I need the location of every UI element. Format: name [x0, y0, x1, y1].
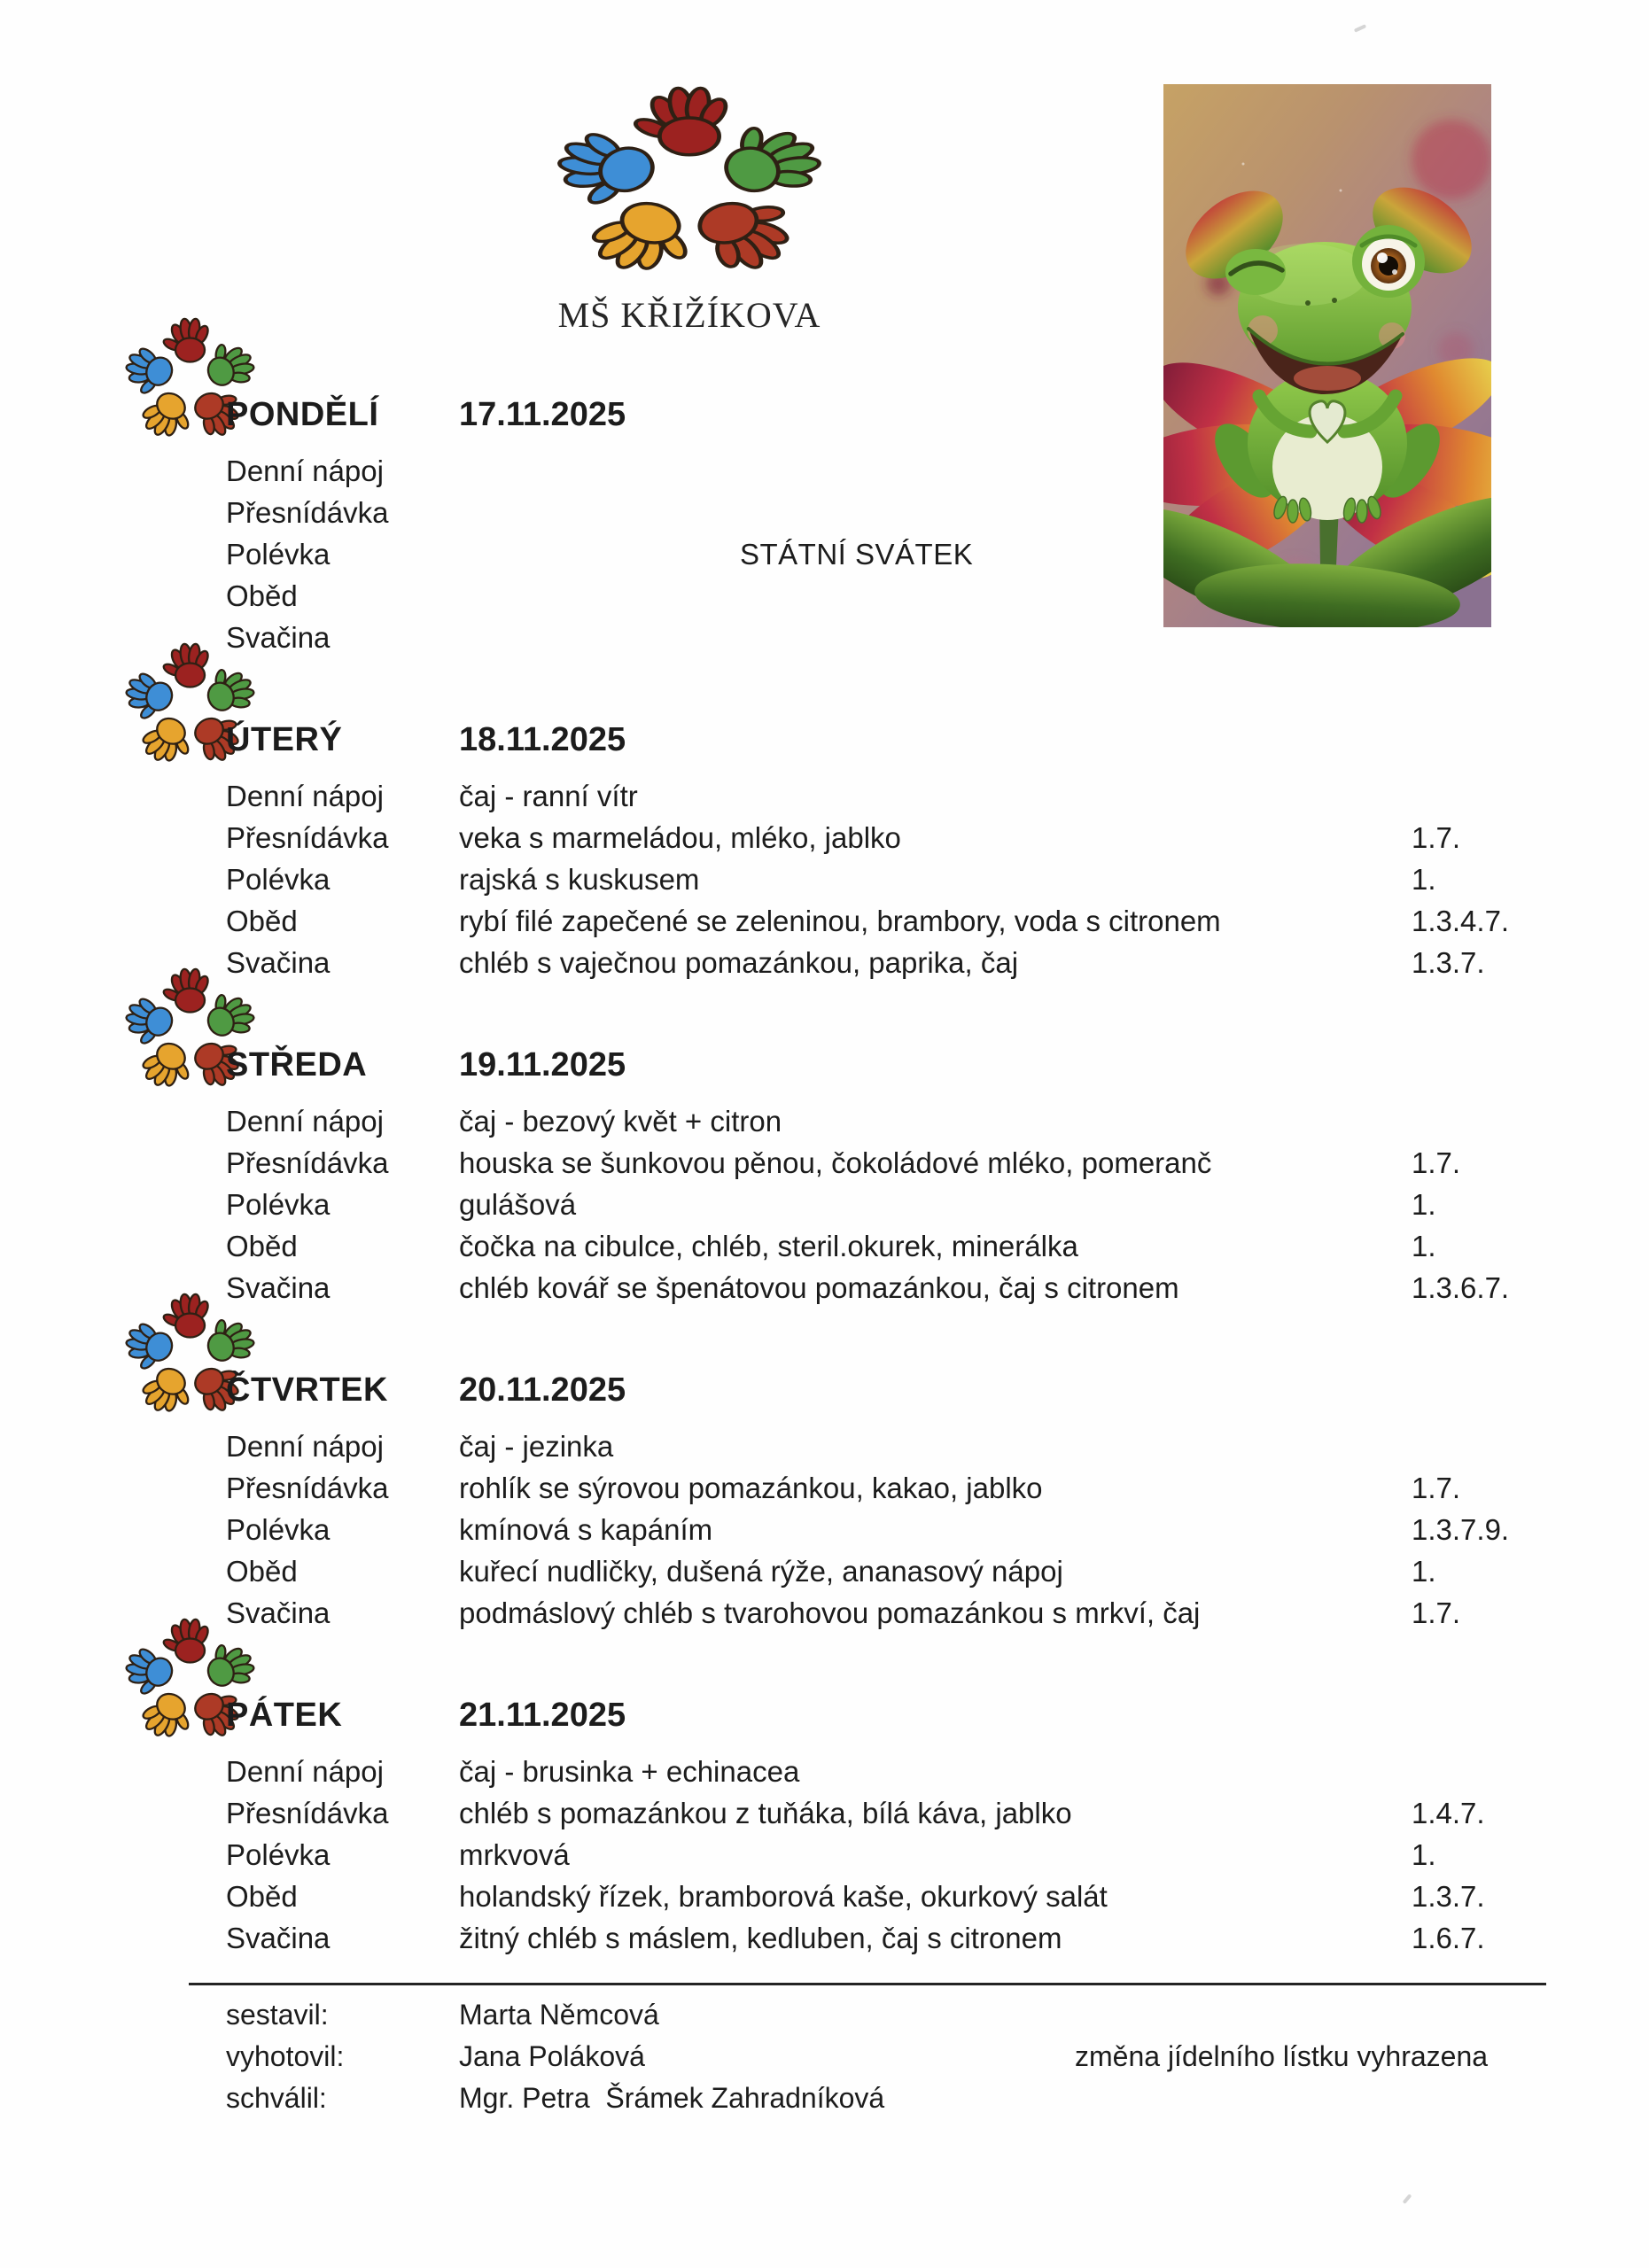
day-section-friday: [0, 1615, 1649, 1952]
row-allergens: 1.3.7.: [1412, 1880, 1485, 1913]
day-name: ÚTERÝ: [226, 721, 343, 758]
footer-label: sestavil:: [226, 1999, 329, 2031]
holiday-note: STÁTNÍ SVÁTEK: [740, 538, 974, 571]
row-text: čaj - bezový květ + citron: [459, 1105, 782, 1138]
row-label: Oběd: [226, 579, 298, 612]
row-text: gulášová: [459, 1188, 577, 1221]
footer-value: Marta Němcová: [459, 1999, 659, 2031]
row-allergens: 1.: [1412, 1838, 1436, 1871]
row-label: Denní nápoj: [226, 1755, 384, 1788]
day-date: 20.11.2025: [459, 1371, 626, 1409]
row-label: Přesnídávka: [226, 1146, 389, 1179]
row-allergens: 1.7.: [1412, 1146, 1461, 1179]
masthead: [530, 82, 849, 336]
row-label: Oběd: [226, 1880, 298, 1913]
row-text: houska se šunkovou pěnou, čokoládové mléko, pomeranč: [459, 1146, 1212, 1179]
scan-speck: [1403, 2194, 1412, 2204]
row-allergens: 1.3.4.7.: [1412, 905, 1510, 937]
menu-row: [0, 1146, 1649, 1188]
row-label: Denní nápoj: [226, 454, 384, 487]
row-text: čočka na cibulce, chléb, steril.okurek, minerálka: [459, 1230, 1078, 1262]
footer-row: [0, 1999, 1649, 2040]
row-text: chléb s pomazánkou z tuňáka, bílá káva, jablko: [459, 1797, 1072, 1829]
menu-row: [0, 496, 1649, 538]
row-text: holandský řízek, bramborová kaše, okurkový salát: [459, 1880, 1108, 1913]
menu-row: [0, 905, 1649, 946]
scan-speck: [1354, 24, 1366, 33]
day-date: 17.11.2025: [459, 396, 626, 433]
row-label: Oběd: [226, 1230, 298, 1262]
menu-row: [0, 1797, 1649, 1838]
menu-row: [0, 1430, 1649, 1472]
row-allergens: 1.3.6.7.: [1412, 1271, 1510, 1304]
day-section-monday: [0, 315, 1649, 654]
footer-row: [0, 2082, 1649, 2124]
footer-value: Mgr. Petra Šrámek Zahradníková: [459, 2082, 885, 2114]
menu-row: [0, 1472, 1649, 1513]
day-date: 18.11.2025: [459, 721, 626, 758]
row-label: Přesnídávka: [226, 1797, 389, 1829]
row-allergens: 1.: [1412, 1188, 1436, 1221]
row-text: veka s marmeládou, mléko, jablko: [459, 821, 901, 854]
row-label: Svačina: [226, 946, 331, 979]
menu-change-note: změna jídelního lístku vyhrazena: [1075, 2040, 1489, 2072]
row-label: Oběd: [226, 1555, 298, 1588]
row-text: kuřecí nudličky, dušená rýže, ananasový nápoj: [459, 1555, 1063, 1588]
footer-label: schválil:: [226, 2082, 327, 2114]
row-text: kmínová s kapáním: [459, 1513, 713, 1546]
menu-row: [0, 1838, 1649, 1880]
row-text: čaj - brusinka + echinacea: [459, 1755, 800, 1788]
day-name: PONDĚLÍ: [226, 396, 379, 433]
menu-row: [0, 780, 1649, 821]
row-allergens: 1.7.: [1412, 821, 1461, 854]
row-allergens: 1.3.7.9.: [1412, 1513, 1510, 1546]
menu-row: [0, 1230, 1649, 1271]
row-text: podmáslový chléb s tvarohovou pomazánkou s mrkví, čaj: [459, 1596, 1201, 1629]
row-text: rohlík se sýrovou pomazánkou, kakao, jablko: [459, 1472, 1043, 1504]
row-label: Polévka: [226, 538, 331, 571]
menu-row: [0, 579, 1649, 621]
day-date: 21.11.2025: [459, 1697, 626, 1734]
menu-row: [0, 1922, 1649, 1963]
day-name: STŘEDA: [226, 1046, 368, 1084]
school-hands-logo-icon: [548, 82, 831, 287]
footer-divider: [189, 1983, 1546, 1985]
row-label: Svačina: [226, 621, 331, 654]
row-allergens: 1.: [1412, 1230, 1436, 1262]
row-allergens: 1.4.7.: [1412, 1797, 1485, 1829]
row-text: čaj - ranní vítr: [459, 780, 638, 812]
day-name: PÁTEK: [226, 1697, 343, 1734]
row-text: rajská s kuskusem: [459, 863, 700, 896]
menu-row: [0, 454, 1649, 496]
row-label: Přesnídávka: [226, 821, 389, 854]
row-label: Přesnídávka: [226, 1472, 389, 1504]
row-label: Polévka: [226, 1513, 331, 1546]
row-allergens: 1.6.7.: [1412, 1922, 1485, 1954]
row-label: Polévka: [226, 863, 331, 896]
footer-label: vyhotovil:: [226, 2040, 345, 2072]
row-label: Denní nápoj: [226, 1105, 384, 1138]
row-allergens: 1.: [1412, 863, 1436, 896]
footer-value: Jana Poláková: [459, 2040, 645, 2072]
day-section-thursday: [0, 1290, 1649, 1627]
menu-row: [0, 1105, 1649, 1146]
menu-row: [0, 1188, 1649, 1230]
row-label: Přesnídávka: [226, 496, 389, 529]
day-section-wednesday: [0, 965, 1649, 1304]
row-allergens: 1.7.: [1412, 1472, 1461, 1504]
row-label: Svačina: [226, 1271, 331, 1304]
school-name: MŠ KŘIŽÍKOVA: [557, 295, 821, 335]
menu-row: [0, 1555, 1649, 1596]
menu-row: [0, 1513, 1649, 1555]
row-label: Denní nápoj: [226, 1430, 384, 1463]
row-allergens: 1.: [1412, 1555, 1436, 1588]
menu-row: [0, 1755, 1649, 1797]
row-allergens: 1.3.7.: [1412, 946, 1485, 979]
row-label: Oběd: [226, 905, 298, 937]
row-label: Svačina: [226, 1596, 331, 1629]
day-date: 19.11.2025: [459, 1046, 626, 1084]
row-text: žitný chléb s máslem, kedluben, čaj s citronem: [459, 1922, 1062, 1954]
row-text: chléb s vaječnou pomazánkou, paprika, čaj: [459, 946, 1019, 979]
menu-row: [0, 821, 1649, 863]
row-label: Polévka: [226, 1838, 331, 1871]
row-label: Polévka: [226, 1188, 331, 1221]
row-text: rybí filé zapečené se zeleninou, brambory, voda s citronem: [459, 905, 1221, 937]
menu-row: [0, 863, 1649, 905]
row-label: Denní nápoj: [226, 780, 384, 812]
row-label: Svačina: [226, 1922, 331, 1954]
day-name: ČTVRTEK: [226, 1371, 388, 1409]
row-allergens: 1.7.: [1412, 1596, 1461, 1629]
menu-row: [0, 1880, 1649, 1922]
day-section-tuesday: [0, 640, 1649, 979]
row-text: chléb kovář se špenátovou pomazánkou, čaj s citronem: [459, 1271, 1179, 1304]
row-text: mrkvová: [459, 1838, 570, 1871]
row-text: čaj - jezinka: [459, 1430, 614, 1463]
